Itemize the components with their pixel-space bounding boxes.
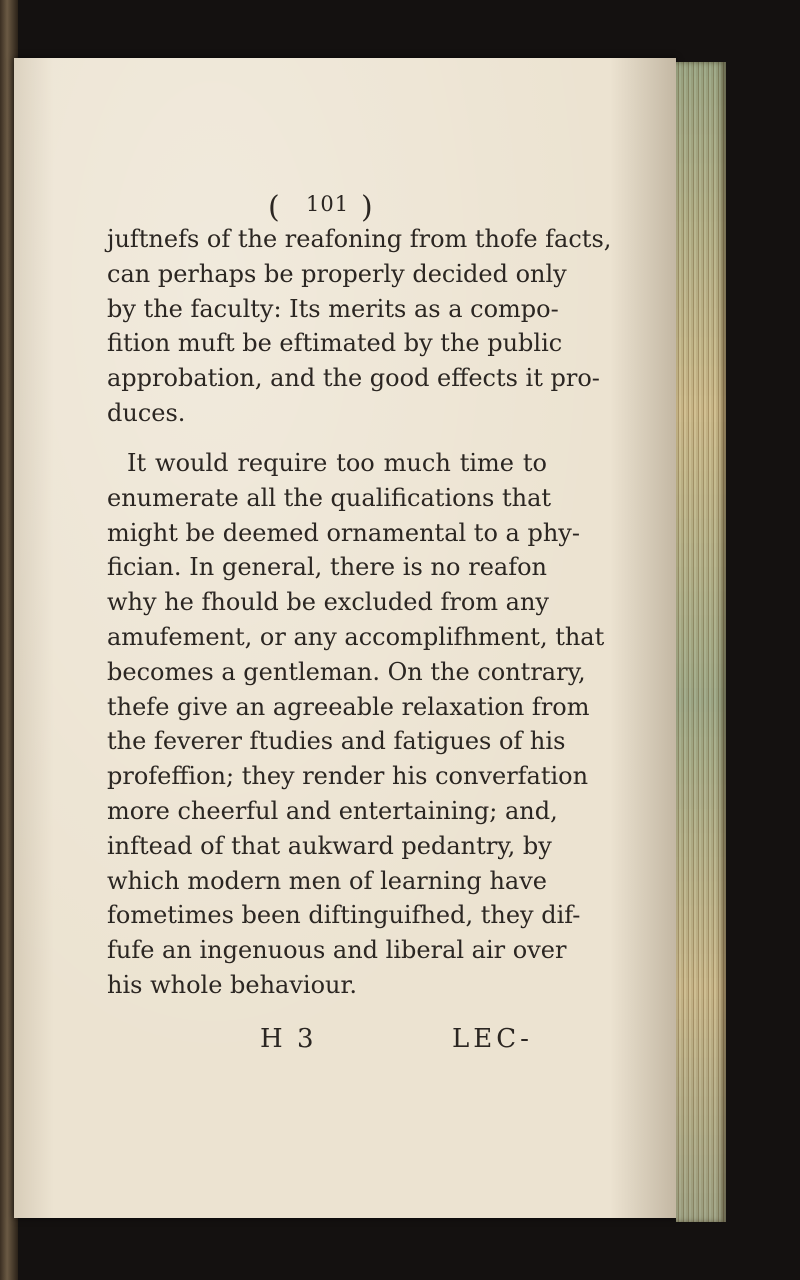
text-line: It would require too much time to xyxy=(127,449,547,477)
text-line: why he fhould be excluded from any xyxy=(107,588,549,617)
paragraph-1 xyxy=(107,222,612,431)
text-line: juftnefs of the reafoning from thofe facts, xyxy=(107,225,612,253)
text-line: thefe give an agreeable relaxation from xyxy=(107,692,590,721)
text-line: fician. In general, there is no reafon xyxy=(107,553,547,582)
catchword: LEC- xyxy=(452,1024,533,1054)
text-line: his whole behaviour. xyxy=(107,970,357,999)
text-line: by the faculty: Its merits as a compo- xyxy=(107,294,559,323)
book-fore-edge xyxy=(676,62,726,1222)
page-footer xyxy=(260,1024,560,1064)
text-line: which modern men of learning have xyxy=(107,866,547,895)
text-line: profeffion; they render his converfation xyxy=(107,762,589,791)
text-line: the feverer ftudies and fatigues of his xyxy=(107,727,566,756)
text-line: duces. xyxy=(107,398,186,427)
text-line: more cheerful and entertaining; and, xyxy=(107,796,558,825)
text-line: fometimes been diftinguifhed, they dif- xyxy=(107,901,581,930)
text-line: might be deemed ornamental to a phy- xyxy=(107,518,580,547)
text-line: fufe an ingenuous and liberal air over xyxy=(107,936,567,965)
text-line: can perhaps be properly decided only xyxy=(107,259,567,288)
header-close-bracket: ) xyxy=(361,190,375,225)
page-number: 101 xyxy=(306,192,350,216)
signature-mark: H 3 xyxy=(260,1024,317,1054)
text-line: enumerate all the qualifications that xyxy=(107,483,552,512)
text-line: inftead of that aukward pedantry, by xyxy=(107,831,552,860)
text-line: approbation, and the good effects it pro- xyxy=(107,364,600,393)
paragraph-2 xyxy=(107,446,605,1003)
text-line: becomes a gentleman. On the contrary, xyxy=(107,657,586,686)
header-open-bracket: ( xyxy=(268,190,282,225)
text-line: amufement, or any accomplifhment, that xyxy=(107,622,605,651)
text-line: fition muft be eftimated by the public xyxy=(107,329,563,358)
